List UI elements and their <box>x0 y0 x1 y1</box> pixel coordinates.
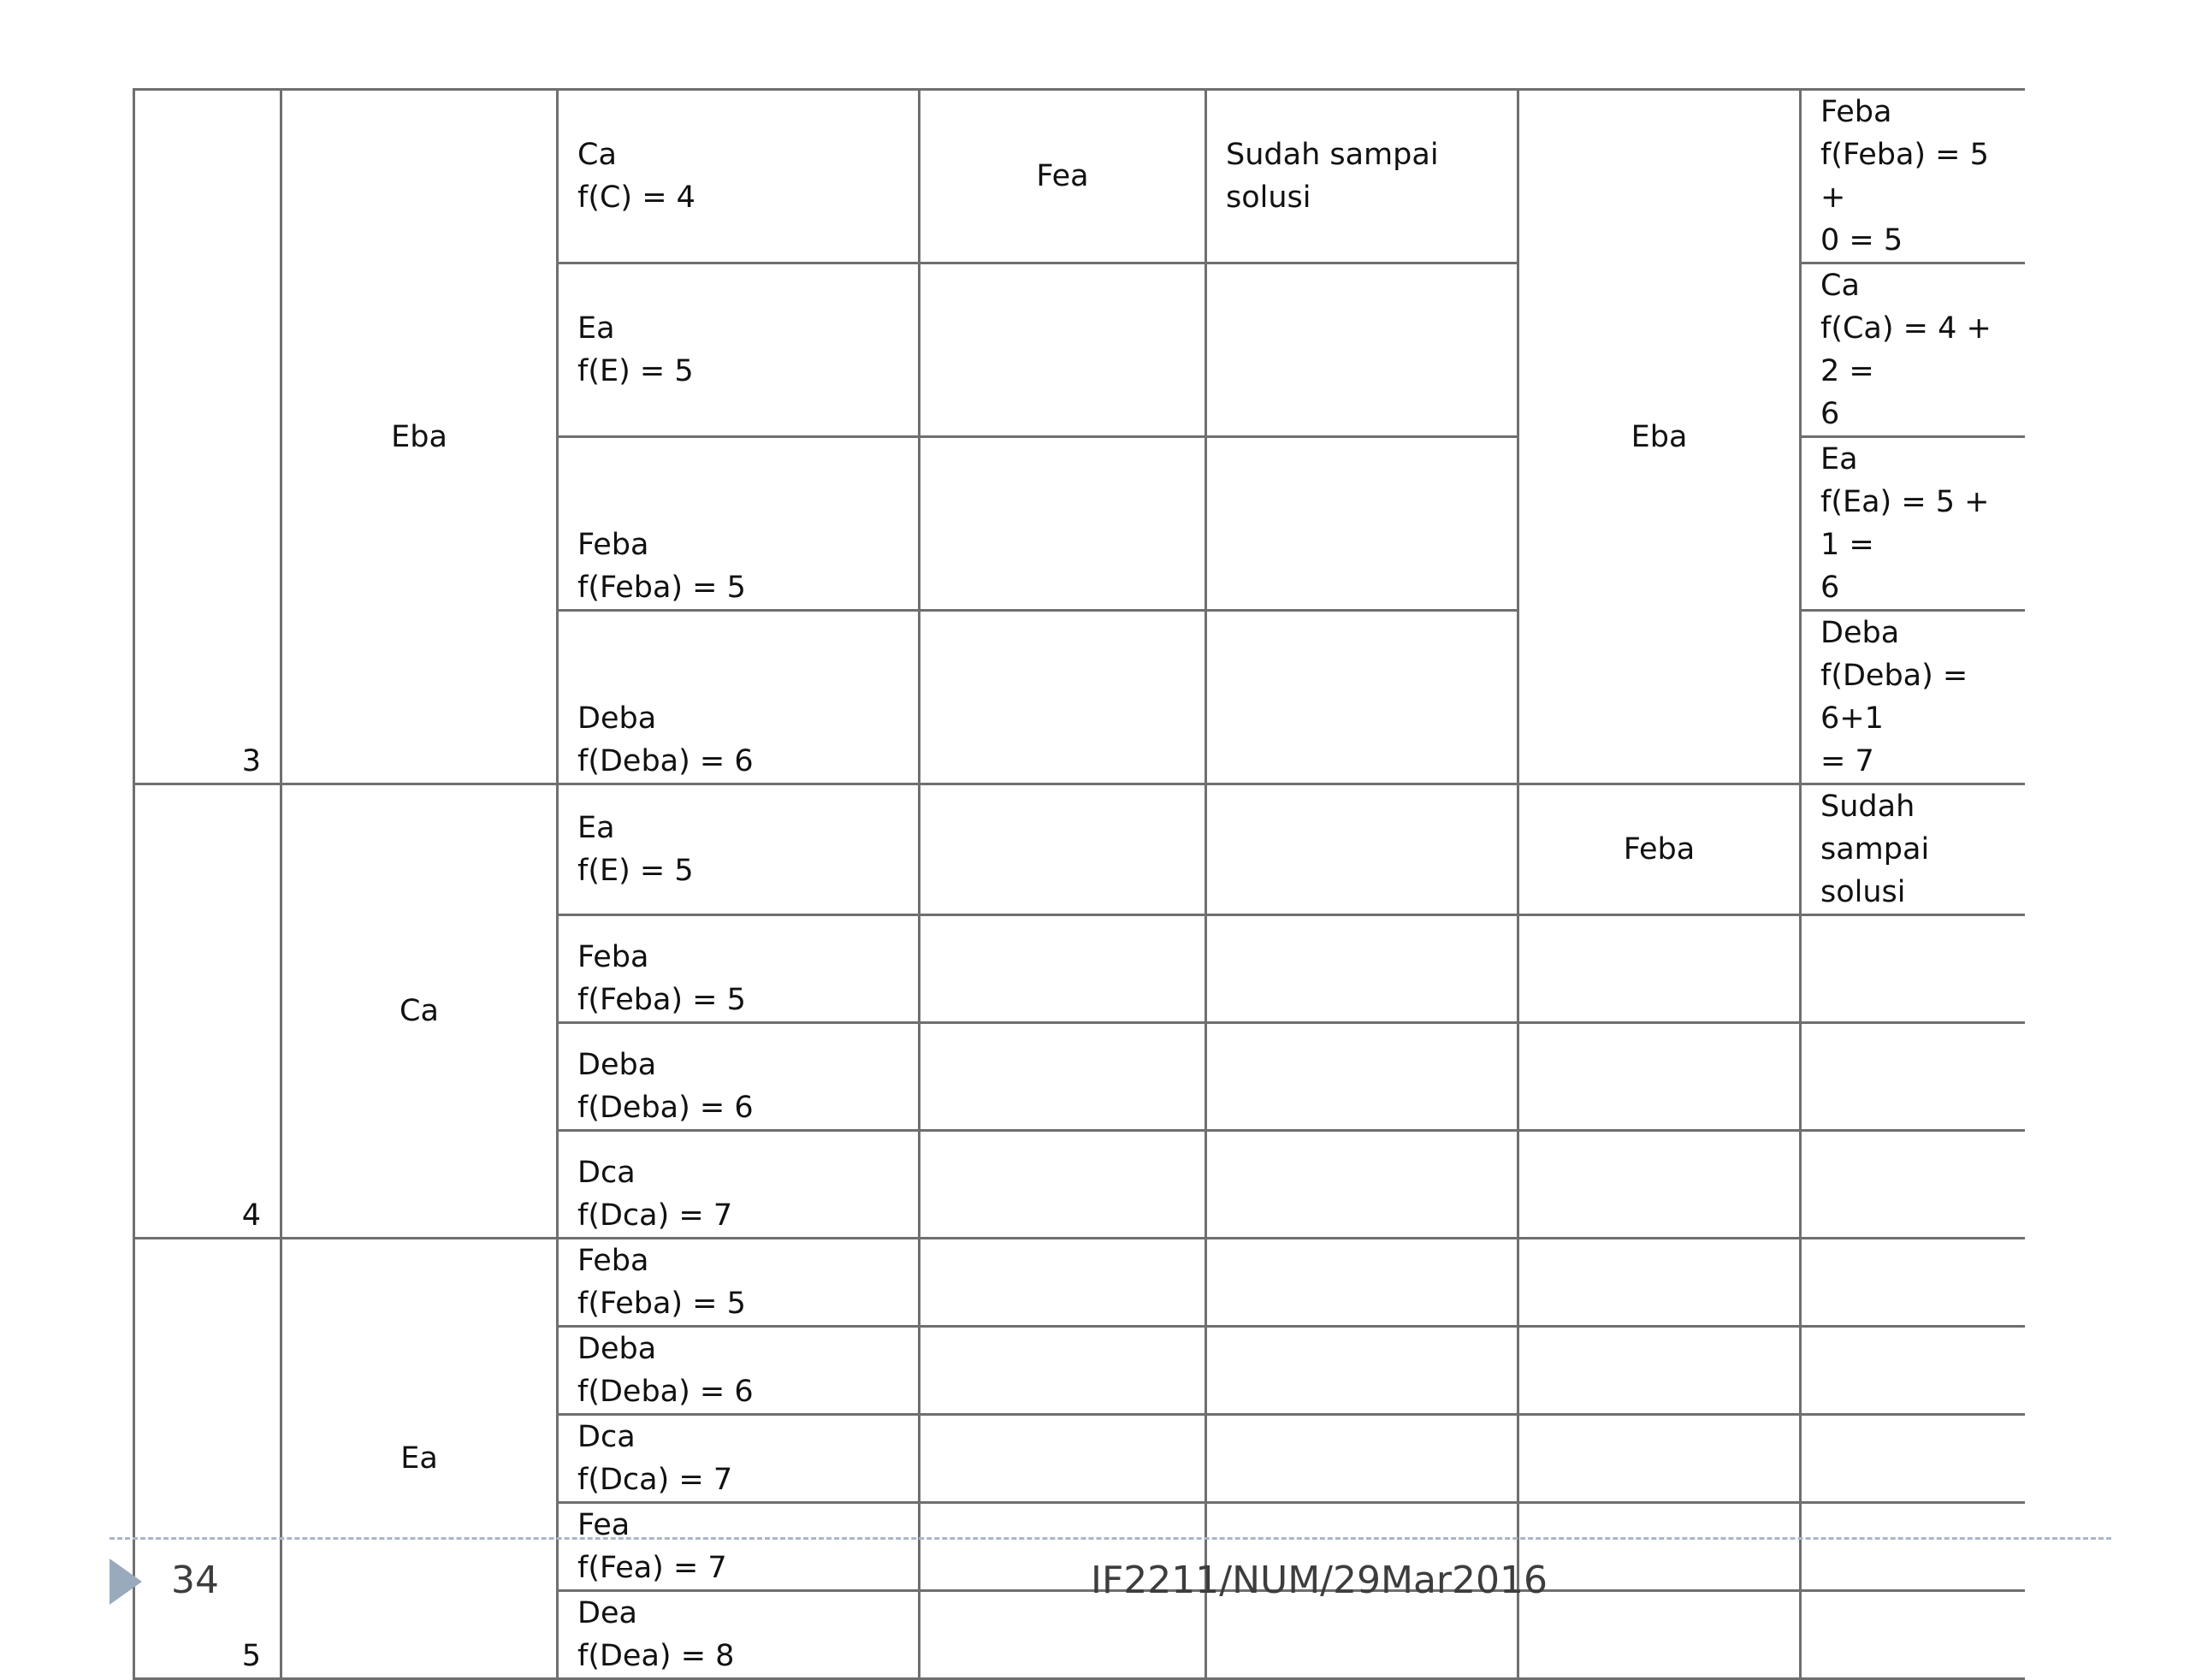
table-cell <box>1206 1023 1518 1131</box>
table-cell <box>1206 611 1518 784</box>
table-cell <box>1518 1327 1801 1415</box>
table-cell <box>1206 1239 1518 1327</box>
page-number: 34 <box>171 1559 219 1602</box>
candidate-cell: Fea f(Fea) = 7 <box>558 1503 920 1591</box>
candidate-cell: Sudah sampai solusi <box>1801 784 2025 915</box>
table-cell: Fea <box>920 90 1206 263</box>
candidate-cell: Dca f(Dca) = 7 <box>558 1131 920 1239</box>
table-cell <box>920 611 1206 784</box>
table-cell <box>920 1131 1206 1239</box>
candidate-cell: Deba f(Deba) = 6+1 = 7 <box>1801 611 2025 784</box>
table-cell <box>1518 1591 1801 1679</box>
candidate-cell: Deba f(Deba) = 6 <box>558 1023 920 1131</box>
table-cell: Sudah sampai solusi <box>1206 90 1518 263</box>
table-cell <box>920 1415 1206 1503</box>
table-cell <box>1206 1415 1518 1503</box>
slide-table <box>133 88 2025 1680</box>
table-cell <box>1518 1415 1801 1503</box>
table-cell <box>1801 1503 2025 1591</box>
table-cell <box>920 437 1206 611</box>
expanded-node-cell: Feba <box>1518 784 1801 915</box>
footer-divider <box>110 1537 2111 1540</box>
table-cell <box>1801 1131 2025 1239</box>
expanded-node-cell: Ca <box>281 784 558 1239</box>
candidate-cell: Ca f(Ca) = 4 + 2 = 6 <box>1801 263 2025 437</box>
table-cell <box>1206 1131 1518 1239</box>
candidate-cell: Feba f(Feba) = 5 + 0 = 5 <box>1801 90 2025 263</box>
iteration-cell: 3 <box>134 90 281 784</box>
iteration-cell: 4 <box>134 784 281 1239</box>
candidate-cell: Dea f(Dea) = 8 <box>558 1591 920 1679</box>
table-cell <box>1206 915 1518 1023</box>
table-cell <box>920 1023 1206 1131</box>
candidate-cell: Dca f(Dca) = 7 <box>558 1415 920 1503</box>
course-code: IF2211/NUM/29Mar2016 <box>1091 1559 1548 1602</box>
table-cell <box>1518 1239 1801 1327</box>
candidate-cell: Ea f(E) = 5 <box>558 784 920 915</box>
table-row <box>134 1239 2025 1327</box>
table-cell <box>920 263 1206 437</box>
candidate-cell: Feba f(Feba) = 5 <box>558 915 920 1023</box>
table-cell <box>920 784 1206 915</box>
table-cell <box>1206 1327 1518 1415</box>
candidate-cell: Ea f(E) = 5 <box>558 263 920 437</box>
table-cell <box>1801 1239 2025 1327</box>
table-cell <box>1518 1131 1801 1239</box>
table-cell <box>1206 437 1518 611</box>
candidate-cell: Ea f(Ea) = 5 + 1 = 6 <box>1801 437 2025 611</box>
expanded-node-cell: Ea <box>281 1239 558 1679</box>
candidate-cell: Deba f(Deba) = 6 <box>558 611 920 784</box>
candidate-cell: Ca f(C) = 4 <box>558 90 920 263</box>
iteration-cell: 5 <box>134 1239 281 1679</box>
table-cell <box>920 1239 1206 1327</box>
table-cell <box>1801 1415 2025 1503</box>
expanded-node-cell: Eba <box>1518 90 1801 784</box>
candidate-cell: Feba f(Feba) = 5 <box>558 1239 920 1327</box>
table-cell <box>1206 263 1518 437</box>
table-cell <box>1518 1503 1801 1591</box>
triangle-bullet-icon <box>110 1559 142 1605</box>
table-cell <box>920 915 1206 1023</box>
table-row <box>134 784 2025 915</box>
table-cell <box>1206 784 1518 915</box>
table-cell <box>1518 1023 1801 1131</box>
candidate-cell: Feba f(Feba) = 5 <box>558 437 920 611</box>
table-cell <box>1801 1023 2025 1131</box>
table-cell <box>1801 1591 2025 1679</box>
candidate-cell: Deba f(Deba) = 6 <box>558 1327 920 1415</box>
table-cell <box>1801 915 2025 1023</box>
table-row <box>134 90 2025 263</box>
table-cell <box>1801 1327 2025 1415</box>
expanded-node-cell: Eba <box>281 90 558 784</box>
table-cell <box>920 1327 1206 1415</box>
table-cell <box>1518 915 1801 1023</box>
